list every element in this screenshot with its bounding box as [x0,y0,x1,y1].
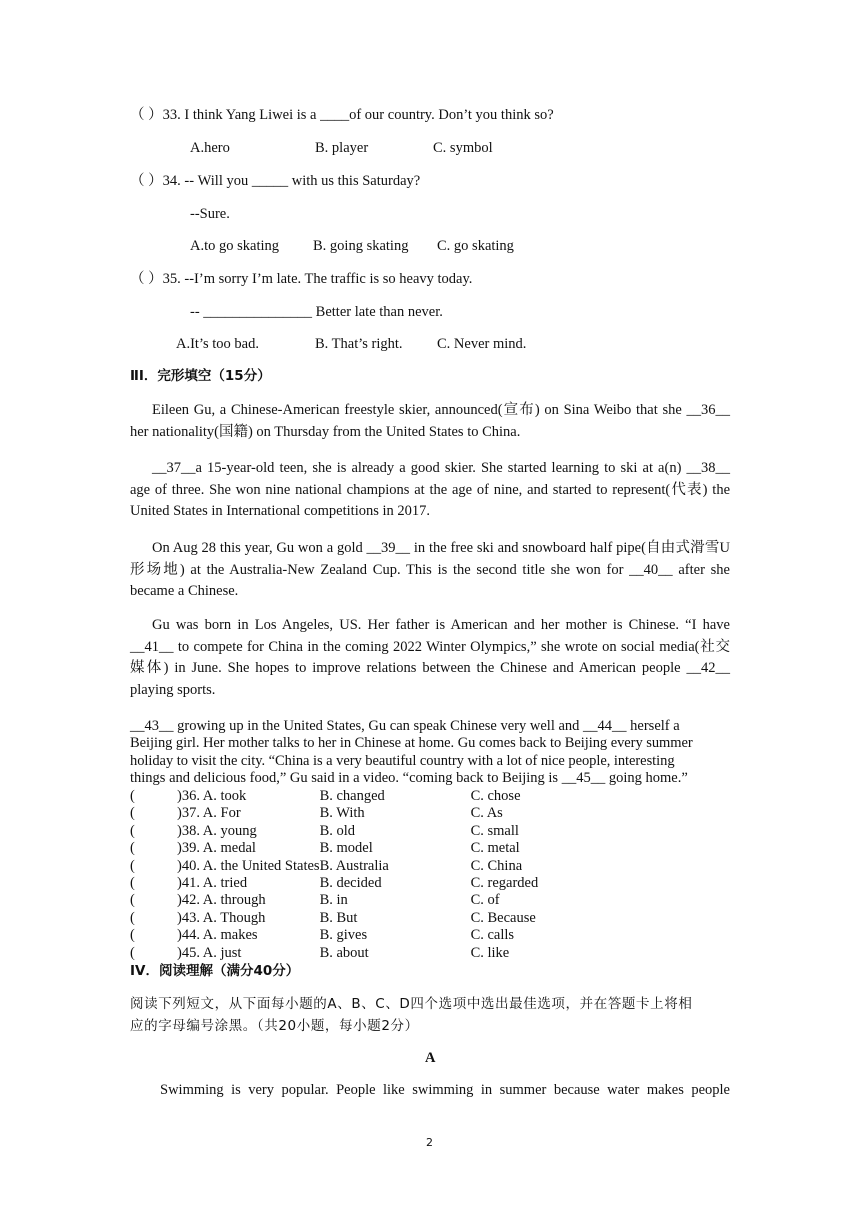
reading-heading: IV．阅读理解（满分40分） [130,963,300,979]
answer-blank[interactable]: ( [130,927,135,944]
question-35-option-c: C. Never mind. [437,336,527,352]
reading-instruction-line: 阅读下列短文，从下面每小题的A、B、C、D四个选项中选出最佳选项，并在答题卡上将相 [130,996,693,1012]
question-34-reply: --Sure. [190,206,230,222]
answer-blank[interactable]: ( [130,875,135,892]
question-35-stem: （ ）35. --I’m sorry I’m late. The traffic is so heavy today. [130,271,473,287]
cloze-paragraph-4 [130,615,730,701]
option-b: B. changed [319,788,385,804]
option-row-38 [130,823,621,840]
answer-blank[interactable]: ( [130,892,135,909]
question-34-stem: （ ）34. -- Will you _____ with us this Saturday? [130,173,421,189]
option-c: C. of [470,892,500,909]
reading-instruction-line: 应的字母编号涂黑。（共20小题，每小题2分） [130,1018,419,1034]
question-35-option-a: A.It’s too bad. [176,336,259,352]
question-34-option-a: A.to go skating [190,238,280,254]
answer-blank[interactable]: ( [130,840,135,857]
option-row-45 [130,945,621,962]
answer-blank[interactable]: ( [130,857,135,874]
option-row-37 [130,805,621,822]
answer-blank[interactable]: ( [130,909,135,926]
answer-blank[interactable]: ( [130,805,135,822]
option-b: B. gives [319,927,368,944]
option-c: C. China [470,857,523,874]
cloze-paragraph-5-line: __43__ growing up in the United States, Gu can speak Chinese very well and __44__ herself a [130,718,680,734]
option-c: C. Because [470,909,536,926]
option-row-36 [130,788,621,805]
option-c: C. small [470,822,519,839]
option-b: B. model [319,840,373,857]
question-34-option-b: B. going skating [313,238,409,254]
option-a: )41. A. tried [177,875,248,892]
cloze-paragraph-2 [130,458,730,523]
cloze-paragraph-5-line: holiday to visit the city. “China is a very beautiful country with a lot of nice people, interesting [130,752,675,769]
option-a: )36. A. took [177,788,247,804]
option-b: B. With [319,805,365,822]
cloze-paragraph-3-text: On Aug 28 this year, Gu won a gold __39__ in the free ski and snowboard half pipe(自由式滑雪U形场地) at the Australia-New Zealand Cup. This is the second title she won for __40__ after she became a Chinese. [130,540,730,599]
cloze-paragraph-5-line: things and delicious food,” Gu said in a video. “coming back to Beijing is __45__ going home.” [130,770,688,787]
cloze-paragraph-1-text: Eileen Gu, a Chinese-American freestyle skier, announced(宣布) on Sina Weibo that she __36__ her nationality(国籍) on Thursday from the United States to China. [130,402,730,440]
option-a: )38. A. young [177,822,257,839]
cloze-paragraph-4-text: Gu was born in Los Angeles, US. Her father is American and her mother is Chinese. “I have __41__ to compete for China in the coming 2022 Winter Olympics,” she wrote on social media(社交媒体) in June. She hopes to improve relations between the Chinese and American people __42__ playing sports. [130,617,730,698]
option-a: )40. A. the United States [177,857,320,874]
option-c: C. As [470,805,503,822]
cloze-heading: ⅡI．完形填空（15分） [130,368,271,384]
cloze-paragraph-3 [130,538,730,603]
cloze-paragraph-5-line: Beijing girl. Her mother talks to her in Chinese at home. Gu comes back to Beijing every summer [130,735,693,752]
cloze-options-table [130,788,621,962]
option-a: )45. A. just [177,944,242,961]
option-b: B. Australia [319,857,389,874]
option-b: B. decided [319,875,382,892]
option-a: )42. A. through [177,892,266,909]
option-row-42 [130,892,621,909]
option-b: B. But [319,909,358,926]
option-a: )44. A. makes [177,927,258,944]
option-b: B. about [319,944,369,961]
option-b: B. in [319,892,348,909]
question-34-option-c: C. go skating [437,238,514,254]
cloze-paragraph-2-text: __37__a 15-year-old teen, she is already a good skier. She started learning to ski at a(n) __38__ age of three. She won nine national champions at the age of nine, and started to represent(代表) the United States in International competitions in 2017. [130,460,730,519]
option-row-40 [130,858,621,875]
option-row-41 [130,875,621,892]
passage-label: A [425,1050,436,1066]
option-c: C. like [470,944,510,961]
answer-blank[interactable]: ( [130,944,135,961]
option-row-44 [130,927,621,944]
question-35-option-b: B. That’s right. [315,336,403,352]
option-c: C. regarded [470,875,539,892]
answer-blank[interactable]: ( [130,788,135,804]
question-33-option-a: A.hero [190,140,230,156]
option-row-39 [130,840,621,857]
option-b: B. old [319,822,356,839]
cloze-paragraph-5 [130,718,693,788]
cloze-paragraph-1 [130,400,730,443]
option-a: )37. A. For [177,805,241,822]
option-a: )39. A. medal [177,840,256,857]
question-33-option-b: B. player [315,140,369,156]
question-35-reply: -- _______________ Better late than never. [190,304,443,320]
question-33-stem: （ ）33. I think Yang Liwei is a ____of our country. Don’t you think so? [130,107,554,123]
question-33-option-c: C. symbol [433,140,493,156]
option-row-43 [130,910,621,927]
option-c: C. metal [470,840,520,857]
option-c: C. chose [470,788,521,804]
passage-first-line: Swimming is very popular. People like swimming in summer because water makes people [160,1082,730,1098]
page-number: 2 [426,1136,433,1149]
option-a: )43. A. Though [177,909,266,926]
answer-blank[interactable]: ( [130,822,135,839]
option-c: C. calls [470,927,515,944]
